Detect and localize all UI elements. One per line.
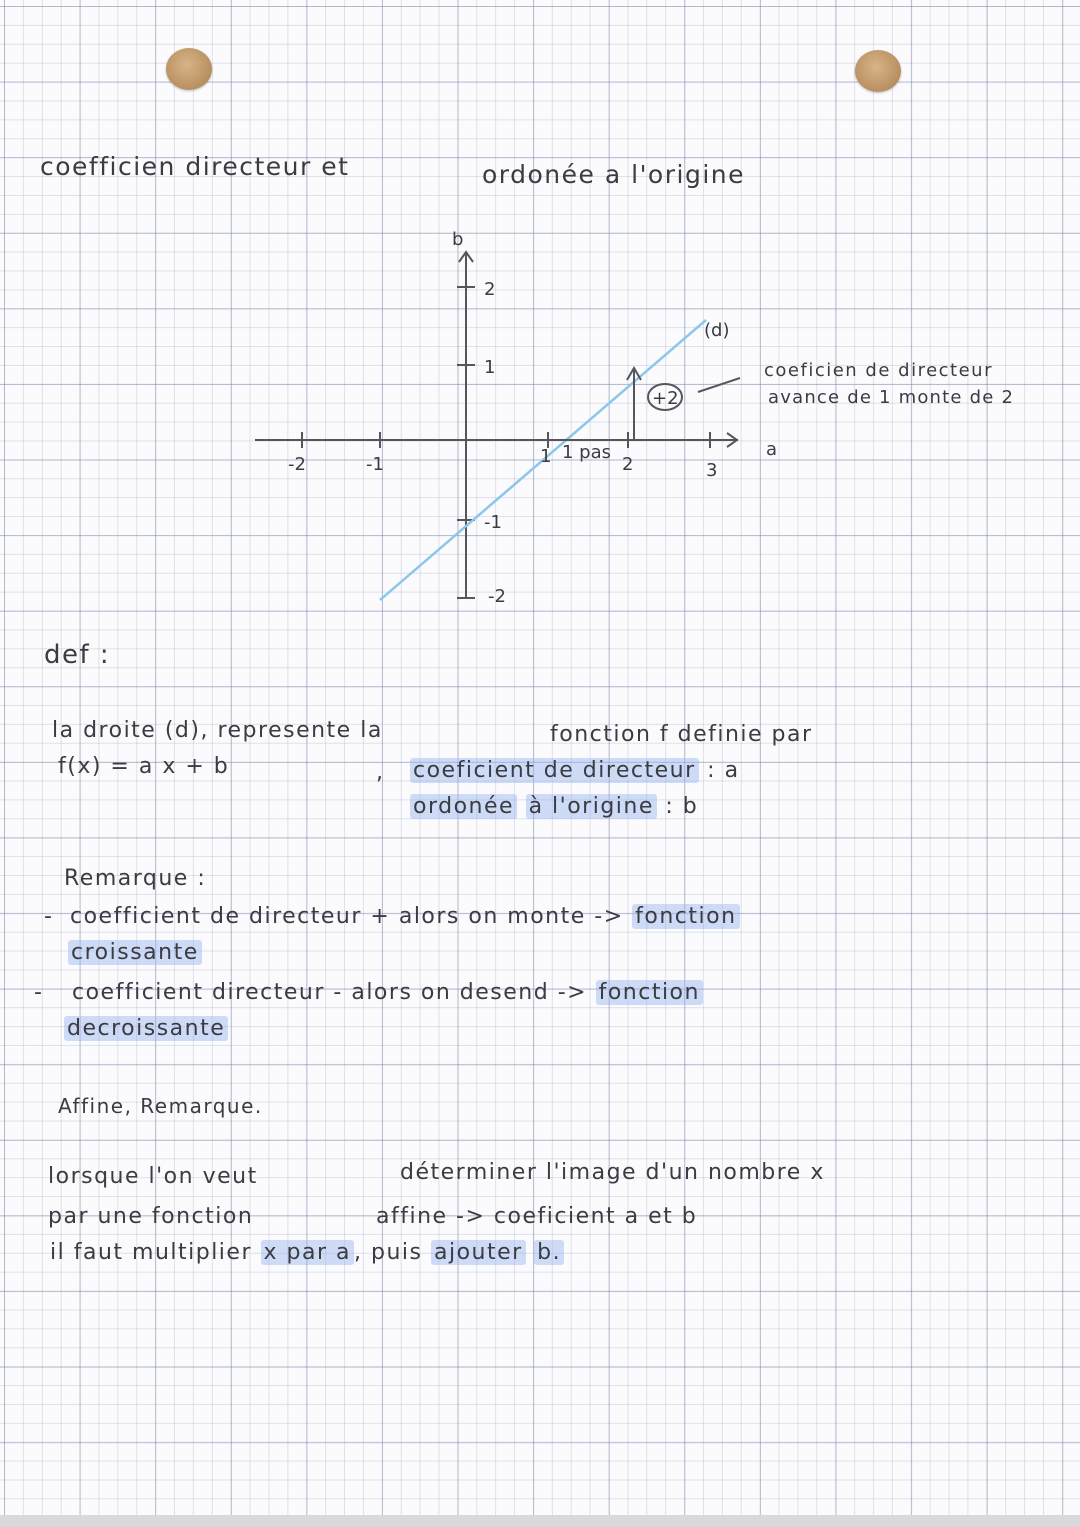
- affine-line1a: lorsque l'on veut: [48, 1164, 258, 1189]
- affine-heading: Affine, Remarque.: [58, 1094, 263, 1118]
- def-heading: def :: [44, 640, 111, 670]
- remark-item1-highlight: fonction: [632, 904, 739, 929]
- remark-item1: [70, 904, 740, 929]
- x-tick-1: 1: [540, 446, 552, 467]
- line-d-label: (d): [704, 320, 730, 341]
- remark-item1-cont: [68, 940, 202, 965]
- remark-heading: Remarque :: [64, 866, 207, 891]
- x-tick-minus2: -2: [288, 454, 306, 475]
- title-part2: ordonée a l'origine: [482, 160, 745, 189]
- affine-line3c: , puis: [354, 1240, 423, 1265]
- y-tick-1: 1: [484, 357, 496, 378]
- def-line1b: fonction f definie par: [550, 722, 813, 747]
- remark-bullet1: -: [44, 904, 54, 929]
- remark-item2-text: coefficient directeur - alors on desend ->: [72, 980, 588, 1005]
- affine-line2a: par une fonction: [48, 1204, 254, 1229]
- title-part1: coefficien directeur et: [40, 152, 350, 181]
- x-tick-minus1: -1: [366, 454, 384, 475]
- def-line3: [410, 794, 698, 819]
- remark-bullet2: -: [34, 980, 44, 1005]
- def-line2-sep: ,: [376, 760, 385, 785]
- y-tick-2: 2: [484, 279, 496, 300]
- affine-line3b-highlight: x par a: [261, 1240, 354, 1265]
- note-pointer: [698, 378, 740, 392]
- affine-line3d-highlight: ajouter: [431, 1240, 526, 1265]
- def-ordonee-highlight: ordonée: [410, 794, 517, 819]
- affine-line3: [50, 1240, 564, 1265]
- axis-y-name: b: [452, 229, 464, 250]
- remark-item2: [72, 980, 703, 1005]
- def-ordonee-value: : b: [665, 794, 699, 819]
- x-tick-3: 3: [706, 460, 718, 481]
- axis-x-name: a: [766, 439, 778, 460]
- graph: [0, 0, 1080, 700]
- remark-item1-text: coefficient de directeur + alors on monte ->: [70, 904, 624, 929]
- step-label: 1 pas: [562, 442, 612, 463]
- def-line2b: [410, 758, 740, 783]
- remark-item2-cont-highlight: decroissante: [64, 1016, 228, 1041]
- affine-line1b: déterminer l'image d'un nombre x: [400, 1160, 825, 1185]
- affine-line3e-highlight: b.: [534, 1240, 564, 1265]
- y-tick-minus2: -2: [488, 586, 506, 607]
- note-line2: avance de 1 monte de 2: [768, 387, 1015, 408]
- def-coef-highlight: coeficient de directeur: [410, 758, 699, 783]
- affine-line3a: il faut multiplier: [50, 1240, 253, 1265]
- rise-label: +2: [652, 388, 679, 409]
- def-origine-highlight: à l'origine: [526, 794, 657, 819]
- remark-item2-cont: [64, 1016, 228, 1041]
- def-line2a: f(x) = a x + b: [58, 754, 230, 779]
- x-tick-2: 2: [622, 454, 634, 475]
- remark-item2-highlight: fonction: [596, 980, 703, 1005]
- def-line1a: la droite (d), represente la: [52, 718, 383, 743]
- affine-line2b: affine -> coeficient a et b: [376, 1204, 698, 1229]
- remark-item1-cont-highlight: croissante: [68, 940, 202, 965]
- note-line1: coeficien de directeur: [764, 360, 993, 381]
- y-tick-minus1: -1: [484, 512, 502, 533]
- ticks: [302, 287, 710, 598]
- page-bottom-edge: [0, 1515, 1080, 1527]
- def-coef-value: : a: [707, 758, 740, 783]
